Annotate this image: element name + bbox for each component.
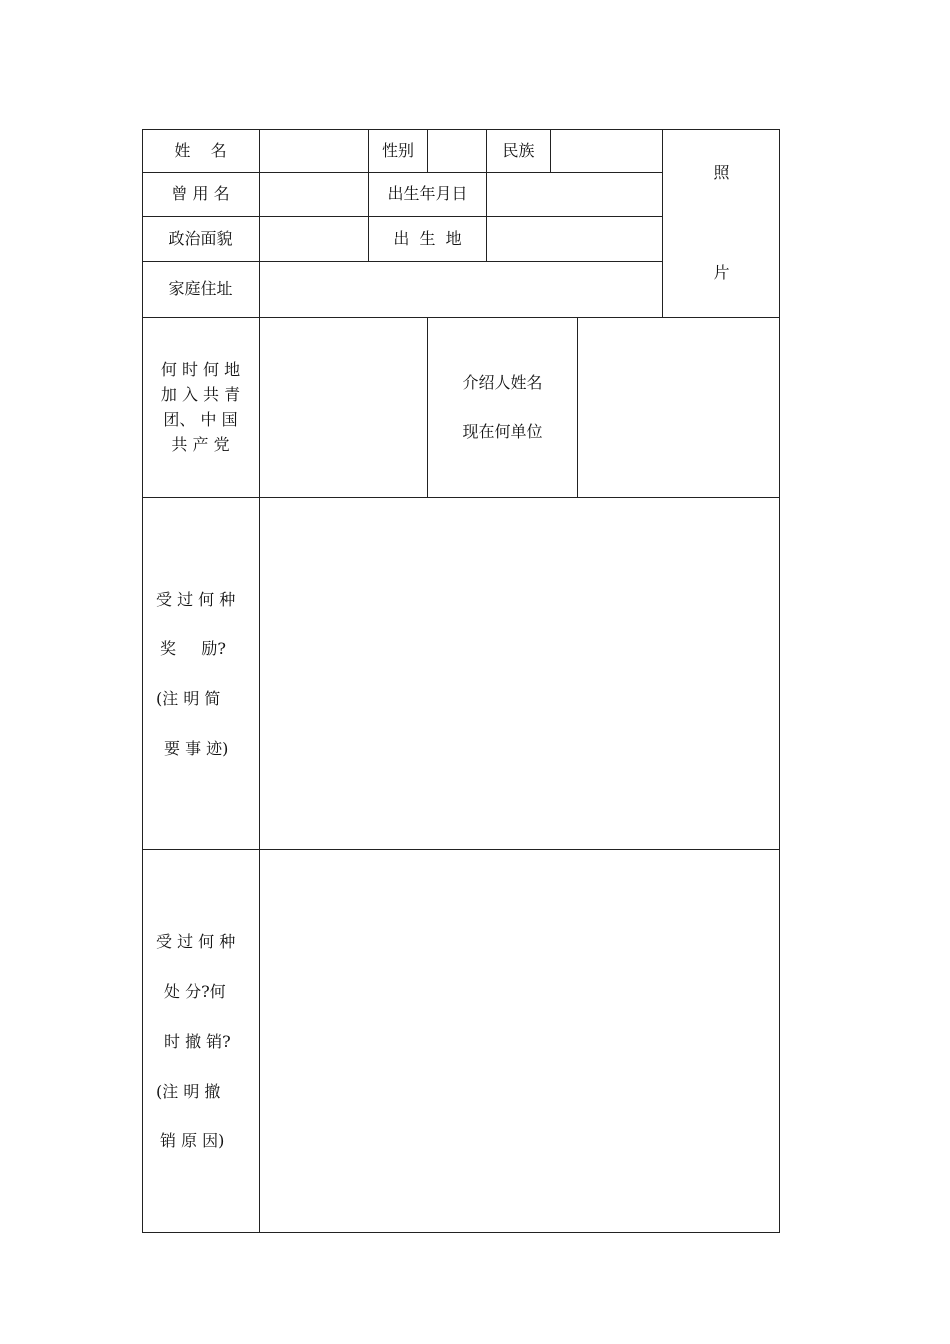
birthplace-field[interactable] — [487, 217, 662, 261]
political-status-field[interactable] — [260, 217, 368, 261]
name-field[interactable] — [260, 130, 368, 172]
awards-label-line: 奖 励? — [160, 639, 227, 658]
workplace-label: 现在何单位 — [462, 422, 543, 441]
former-name-label: 曾 用 名 — [171, 184, 230, 203]
table-border — [142, 1232, 780, 1233]
birth-date-field[interactable] — [487, 173, 662, 216]
join-info-field[interactable] — [260, 318, 427, 497]
awards-label-line: (注 明 简 — [156, 689, 221, 708]
former-name-field[interactable] — [260, 173, 368, 216]
ethnicity-label: 民族 — [502, 141, 535, 160]
penalties-label-line: 时 撤 销? — [164, 1032, 231, 1051]
join-label-line: 共 产 党 — [171, 435, 230, 454]
table-border — [779, 129, 780, 1233]
photo-label-bottom: 片 — [713, 263, 730, 282]
photo-label-top: 照 — [713, 163, 730, 182]
address-field[interactable] — [260, 262, 662, 317]
registration-form — [142, 129, 780, 1233]
awards-label-line: 要 事 迹) — [164, 739, 229, 758]
penalties-label-line: 处 分?何 — [164, 982, 226, 1001]
birthplace-label: 出 生 地 — [393, 229, 462, 248]
join-label-line: 团、 中 国 — [163, 410, 238, 429]
political-status-label: 政治面貌 — [168, 229, 233, 248]
ethnicity-field[interactable] — [551, 130, 662, 172]
address-label: 家庭住址 — [168, 279, 233, 298]
join-label-line: 加 入 共 青 — [160, 385, 241, 404]
gender-label: 性别 — [381, 141, 414, 160]
introducer-info-field[interactable] — [578, 318, 779, 497]
penalties-field[interactable] — [260, 850, 779, 1232]
gender-field[interactable] — [428, 130, 486, 172]
birth-date-label: 出生年月日 — [387, 184, 468, 203]
penalties-label-line: 受 过 何 种 — [156, 932, 236, 951]
penalties-label-line: 销 原 因) — [160, 1131, 225, 1150]
penalties-label-line: (注 明 撤 — [156, 1082, 221, 1101]
name-label: 姓 名 — [174, 141, 227, 160]
join-label-line: 何 时 何 地 — [160, 360, 241, 379]
awards-field[interactable] — [260, 498, 779, 849]
column-divider — [662, 129, 663, 317]
column-divider — [427, 317, 428, 497]
introducer-label: 介绍人姓名 — [462, 373, 543, 392]
awards-label-line: 受 过 何 种 — [156, 590, 236, 609]
